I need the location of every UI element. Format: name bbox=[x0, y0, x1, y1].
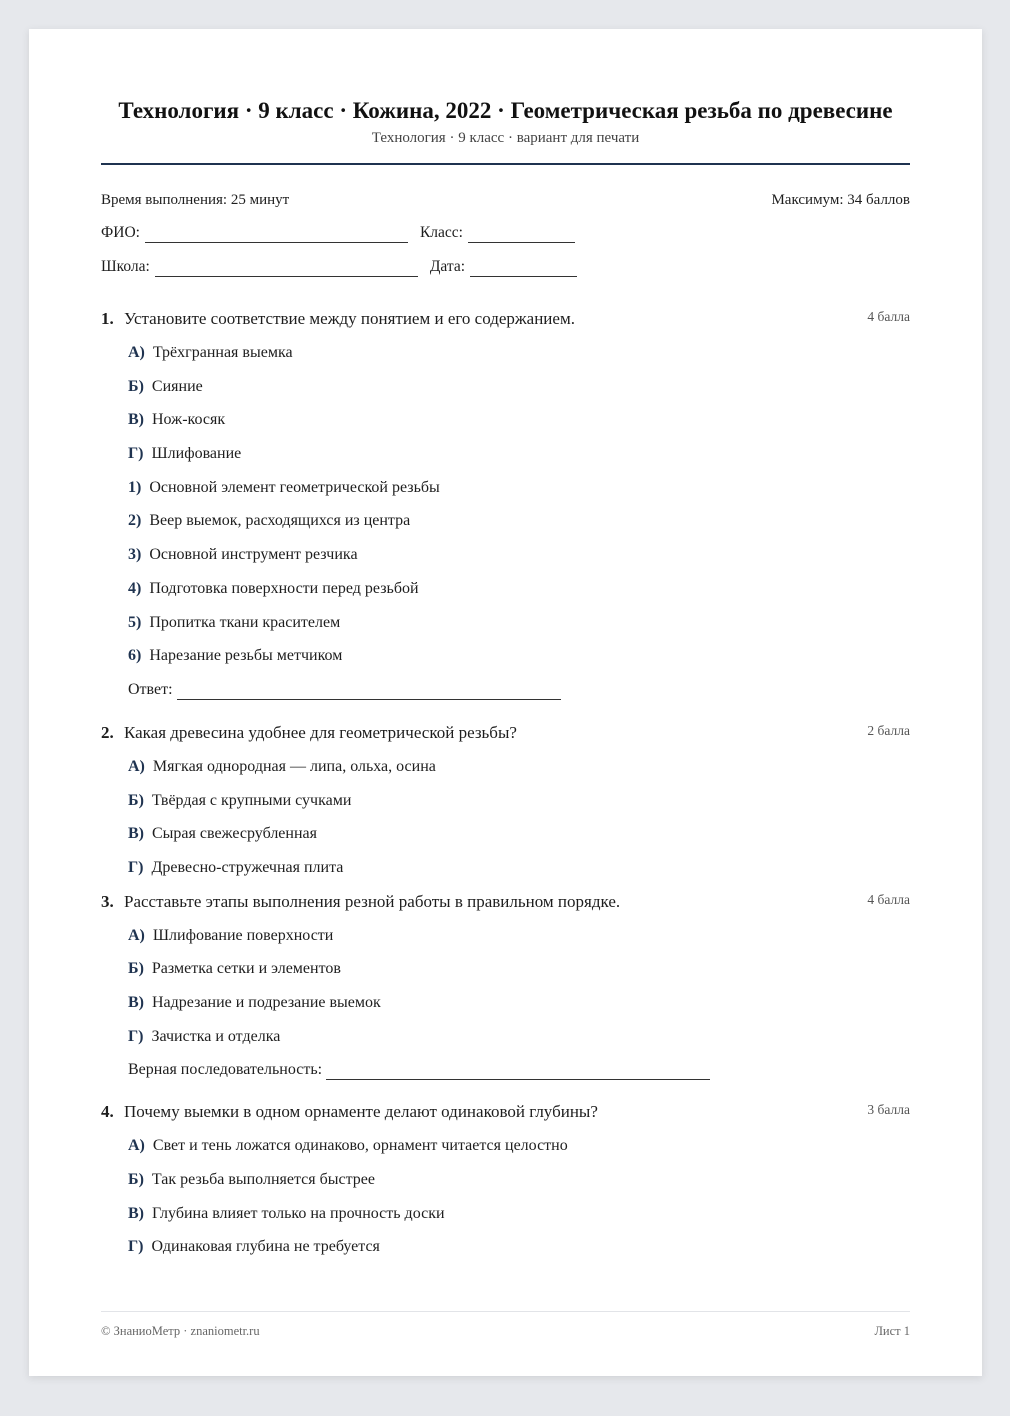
option-item bbox=[128, 1204, 910, 1224]
document-content bbox=[101, 97, 910, 1271]
answer-label: Ответ: bbox=[128, 680, 173, 698]
question-text: Установите соответствие между понятием и его содержанием. bbox=[124, 309, 575, 328]
question-points: 4 балла bbox=[867, 309, 910, 324]
option-list bbox=[128, 926, 910, 1081]
option-text: Подготовка поверхности перед резьбой bbox=[149, 579, 419, 597]
question-1 bbox=[101, 309, 910, 700]
option-text: Веер выемок, расходящихся из центра bbox=[149, 512, 411, 530]
option-label: Г) bbox=[128, 858, 144, 876]
option-item bbox=[128, 511, 910, 531]
date-label: Дата: bbox=[429, 258, 466, 275]
option-label: А) bbox=[128, 757, 145, 775]
header-divider bbox=[101, 163, 910, 165]
option-item bbox=[128, 1170, 910, 1190]
option-label: В) bbox=[128, 1204, 144, 1222]
answer-input-line[interactable] bbox=[177, 685, 561, 700]
question-2 bbox=[101, 723, 910, 878]
meta-row bbox=[101, 191, 910, 209]
option-label: Б) bbox=[128, 1171, 144, 1189]
option-text: Одинаковая глубина не требуется bbox=[151, 1238, 380, 1256]
option-label: Г) bbox=[128, 1027, 144, 1045]
option-text: Трёхгранная выемка bbox=[152, 344, 293, 361]
option-text: Пропитка ткани красителем bbox=[149, 613, 341, 631]
question-points: 3 балла bbox=[867, 1102, 910, 1118]
option-text: Основной инструмент резчика bbox=[149, 546, 358, 564]
question-text: Расставьте этапы выполнения резной работы в правильном порядке. bbox=[124, 891, 621, 911]
question-points: 4 балла bbox=[867, 891, 910, 907]
option-label: Б) bbox=[128, 377, 144, 395]
student-fields-row-1 bbox=[101, 223, 910, 243]
option-item bbox=[128, 1136, 910, 1156]
option-label: В) bbox=[128, 994, 144, 1011]
option-text: Глубина влияет только на прочность доски bbox=[152, 1204, 445, 1222]
option-label: В) bbox=[128, 825, 144, 843]
question-header bbox=[101, 892, 910, 912]
option-text: Нарезание резьбы метчиком bbox=[149, 647, 343, 665]
option-item bbox=[128, 1237, 910, 1257]
option-label: 2) bbox=[128, 512, 142, 530]
option-item bbox=[128, 613, 910, 633]
option-label: В) bbox=[128, 411, 144, 429]
option-label: Г) bbox=[128, 1238, 144, 1256]
question-number: 1. bbox=[101, 309, 114, 328]
option-text: Мягкая однородная — липа, ольха, осина bbox=[152, 757, 436, 775]
option-label: Б) bbox=[128, 791, 144, 809]
copyright-text: © ЗнаниоМетр · znaniometr.ru bbox=[101, 1324, 260, 1338]
class-label: Класс: bbox=[419, 224, 463, 241]
option-item bbox=[128, 858, 910, 878]
option-label: Г) bbox=[128, 445, 144, 463]
answer-line bbox=[128, 1060, 910, 1080]
question-header bbox=[101, 309, 910, 329]
question-header bbox=[101, 723, 910, 743]
question-header bbox=[101, 1102, 910, 1122]
option-item bbox=[128, 545, 910, 565]
option-label: 3) bbox=[128, 546, 142, 564]
sheet-number: Лист 1 bbox=[874, 1324, 910, 1338]
option-text: Разметка сетки и элементов bbox=[151, 960, 341, 978]
class-input-line[interactable] bbox=[468, 228, 575, 243]
page-title: Технология · 9 класс · Кожина, 2022 · Геометрическая резьба по древесине bbox=[118, 98, 893, 123]
option-text: Зачистка и отделка bbox=[151, 1027, 281, 1045]
student-fields-row-2 bbox=[101, 257, 910, 277]
answer-line bbox=[128, 680, 910, 700]
option-item bbox=[128, 646, 910, 666]
option-text: Основной элемент геометрической резьбы bbox=[149, 478, 440, 496]
option-label: 4) bbox=[128, 579, 142, 597]
answer-input-line[interactable] bbox=[326, 1065, 710, 1080]
option-text: Надрезание и подрезание выемок bbox=[152, 994, 381, 1011]
max-score: Максимум: 34 баллов bbox=[771, 192, 910, 208]
fio-label: ФИО: bbox=[101, 224, 140, 241]
option-text: Сырая свежесрубленная bbox=[152, 825, 317, 843]
time-limit: Время выполнения: 25 минут bbox=[101, 192, 290, 208]
school-input-line[interactable] bbox=[155, 262, 418, 277]
document-sheet bbox=[29, 29, 982, 1376]
option-item bbox=[128, 410, 910, 430]
fio-input-line[interactable] bbox=[145, 228, 408, 243]
option-label: 5) bbox=[128, 613, 142, 631]
option-item bbox=[128, 444, 910, 464]
option-list bbox=[128, 343, 910, 700]
option-item bbox=[128, 959, 910, 979]
answer-label: Верная последовательность: bbox=[128, 1061, 323, 1079]
page-subtitle: Технология · 9 класс · вариант для печати bbox=[371, 130, 640, 146]
page-footer bbox=[101, 1311, 910, 1339]
option-list bbox=[128, 1136, 910, 1257]
option-item bbox=[128, 343, 910, 363]
option-label: Б) bbox=[128, 960, 144, 978]
question-number: 2. bbox=[101, 722, 114, 742]
date-input-line[interactable] bbox=[470, 262, 577, 277]
option-label: 6) bbox=[128, 647, 142, 665]
option-item bbox=[128, 791, 910, 811]
option-item bbox=[128, 926, 910, 946]
question-text: Почему выемки в одном орнаменте делают одинаковой глубины? bbox=[124, 1102, 598, 1122]
option-text: Шлифование поверхности bbox=[152, 926, 334, 944]
option-list bbox=[128, 757, 910, 878]
option-text: Древесно-стружечная плита bbox=[151, 858, 344, 876]
option-label: 1) bbox=[128, 478, 142, 496]
question-points: 2 балла bbox=[867, 722, 910, 738]
option-item bbox=[128, 757, 910, 777]
option-label: А) bbox=[128, 344, 145, 361]
question-number: 4. bbox=[101, 1102, 114, 1122]
option-text: Твёрдая с крупными сучками bbox=[151, 791, 352, 809]
option-item bbox=[128, 377, 910, 397]
question-text: Какая древесина удобнее для геометрической резьбы? bbox=[124, 722, 517, 742]
option-item bbox=[128, 1027, 910, 1047]
option-text: Сияние bbox=[151, 377, 203, 395]
question-4 bbox=[101, 1102, 910, 1257]
option-label: А) bbox=[128, 926, 145, 944]
option-label: А) bbox=[128, 1137, 145, 1155]
option-item bbox=[128, 993, 910, 1013]
option-item bbox=[128, 579, 910, 599]
option-text: Так резьба выполняется быстрее bbox=[151, 1171, 376, 1189]
option-item bbox=[128, 478, 910, 498]
option-text: Нож-косяк bbox=[152, 411, 226, 429]
option-text: Свет и тень ложатся одинаково, орнамент читается целостно bbox=[152, 1137, 568, 1155]
option-item bbox=[128, 824, 910, 844]
question-number: 3. bbox=[101, 891, 114, 911]
school-label: Школа: bbox=[101, 258, 150, 275]
option-text: Шлифование bbox=[151, 445, 242, 463]
question-3 bbox=[101, 892, 910, 1081]
